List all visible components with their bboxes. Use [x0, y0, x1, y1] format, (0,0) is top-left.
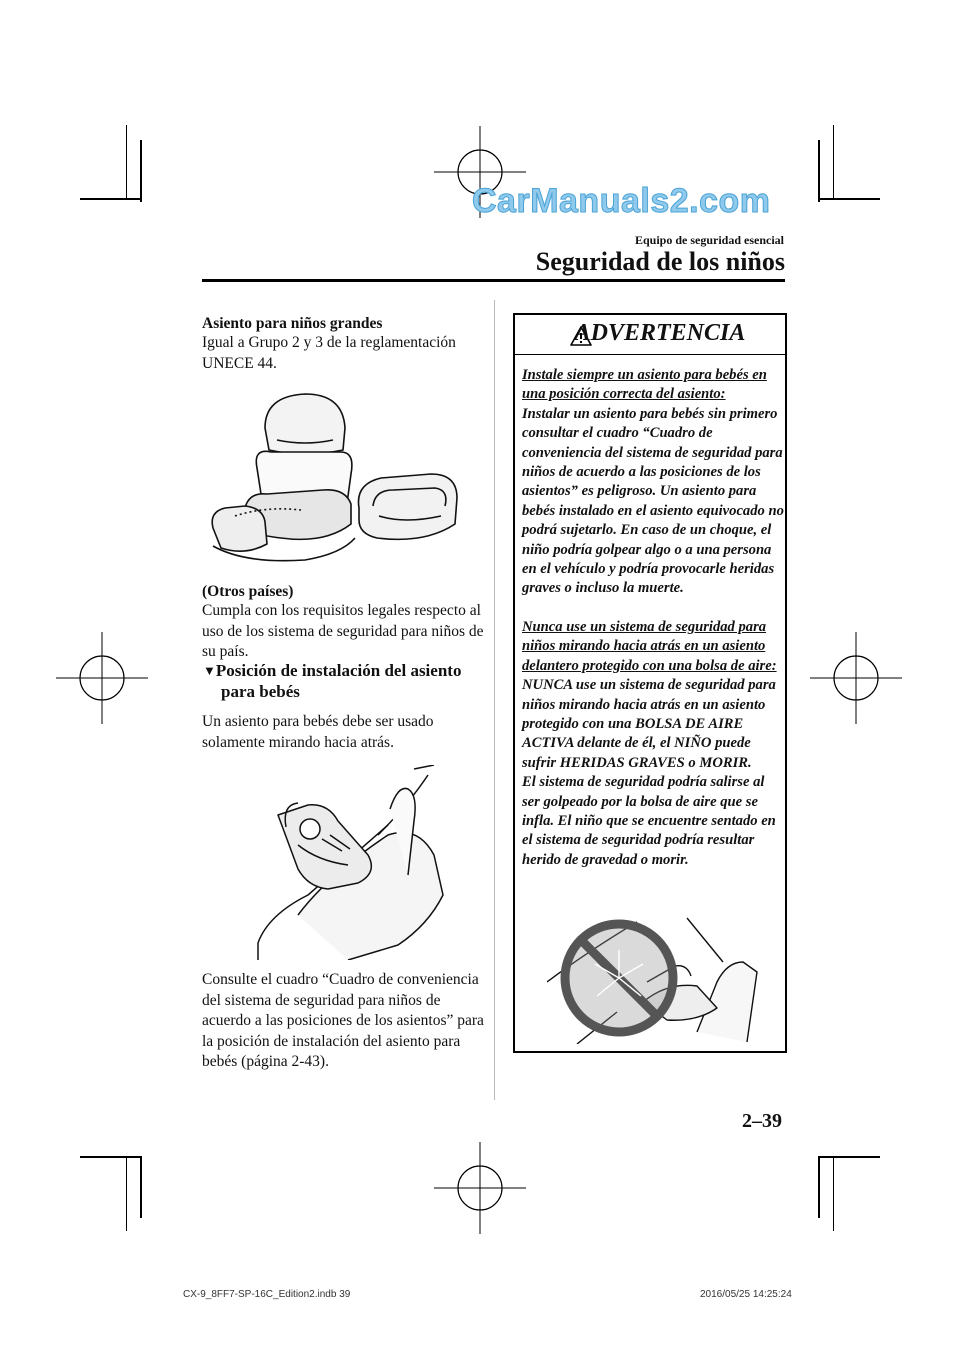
section-title — [203, 660, 488, 702]
page-title: Seguridad de los niños — [535, 247, 785, 276]
section-title-line2: para bebés — [221, 682, 300, 701]
crop-mark — [126, 1156, 127, 1231]
crop-mark — [818, 1156, 880, 1158]
crop-mark — [140, 140, 142, 202]
crop-mark — [833, 125, 834, 200]
crop-mark — [140, 1156, 142, 1218]
footer-timestamp: 2016/05/25 14:25:24 — [700, 1289, 792, 1300]
other-countries-text: Cumpla con los requisitos legales respecto al uso de los sistema de seguridad para niños de su país. — [202, 602, 484, 660]
warning-heading-2: Nunca use un sistema de seguridad para niños mirando hacia atrás en un asiento delantero protegido con una bolsa de aire: — [522, 618, 777, 674]
header-rule — [202, 279, 785, 282]
crop-mark — [818, 198, 880, 200]
watermark: CarManuals2.com — [472, 182, 771, 220]
infant-seat-illustration — [238, 765, 448, 960]
warning-body — [522, 366, 784, 870]
crop-mark — [833, 1156, 834, 1231]
booster-seat-illustration — [205, 388, 465, 568]
warning-text-1: Instalar un asiento para bebés sin primero consultar el cuadro “Cuadro de conveniencia del sistema de seguridad para niños de acuerdo a las posiciones de los asientos” es peligroso. Un asiento para bebés instalado en el asiento equivocado no podrá sujetarlo. En caso de un choque, el niño podría golpear algo o a una persona en el vehículo y podría provocarle heridas graves o incluso la muerte. — [522, 405, 784, 597]
warning-heading-1: Instale siempre un asiento para bebés en una posición correcta del asiento: — [522, 367, 767, 403]
crop-mark — [126, 125, 127, 200]
registration-mark-icon — [434, 1142, 526, 1234]
chapter-title: Equipo de seguridad esencial — [634, 233, 784, 247]
registration-mark-icon — [810, 632, 902, 724]
section-title-line1: Posición de instalación del asiento — [215, 661, 462, 680]
airbag-warning-illustration — [547, 912, 767, 1044]
warning-text-3: El sistema de seguridad podría salirse al ser golpeado por la bolsa de aire que se infla. El niño que se encuentre sentado en el sistema de seguridad podría resultar herido de gravedad o morir. — [522, 774, 776, 868]
crop-mark — [818, 140, 820, 202]
crop-mark — [80, 1156, 142, 1158]
registration-mark-icon — [56, 632, 148, 724]
section-text: Un asiento para bebés debe ser usado solamente mirando hacia atrás. — [202, 713, 434, 751]
crop-mark — [818, 1156, 820, 1218]
consult-text: Consulte el cuadro “Cuadro de conveniencia del sistema de seguridad para niños de acuerdo a las posiciones de los asientos” para la posición de instalación del asiento para bebés (página 2-43). — [202, 971, 484, 1070]
warning-title: ADVERTENCIA — [574, 320, 746, 346]
crop-mark — [80, 198, 142, 200]
warning-text-2: NUNCA use un sistema de seguridad para niños mirando hacia atrás en un asiento protegido con una BOLSA DE AIRE ACTIVA delante de él, el NIÑO puede sufrir HERIDAS GRAVES o MORIR. — [522, 677, 776, 771]
triangle-down-icon: ▼ — [203, 663, 216, 678]
footer-file: CX-9_8FF7-SP-16C_Edition2.indb 39 — [183, 1289, 351, 1300]
column-divider — [494, 300, 495, 1100]
other-countries-heading: (Otros países) — [202, 583, 294, 600]
page-number: 2–39 — [742, 1110, 782, 1132]
booster-text: Igual a Grupo 2 y 3 de la reglamentación UNECE 44. — [202, 334, 456, 372]
booster-heading: Asiento para niños grandes — [202, 315, 383, 332]
